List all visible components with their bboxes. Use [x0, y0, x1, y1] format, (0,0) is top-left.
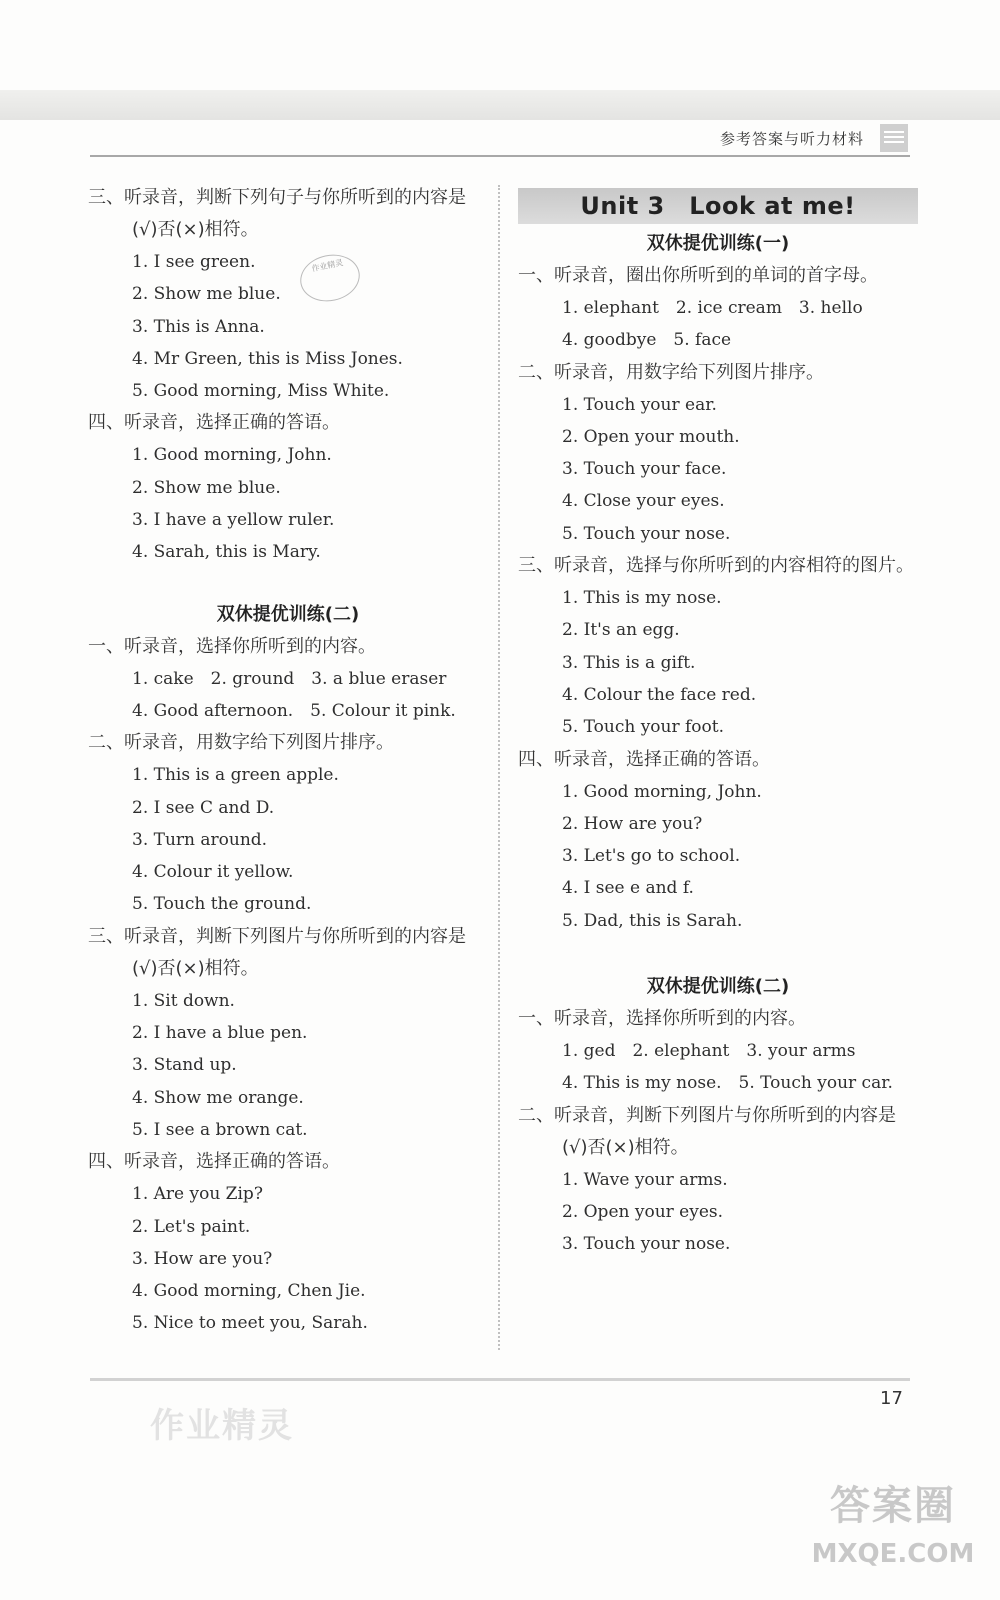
right-subtitle-2: 双休提优训练(二) — [646, 976, 790, 998]
list-item: 2. I have a blue pen. — [132, 1023, 308, 1044]
list-item: 4. This is my nose. 5. Touch your car. — [562, 1073, 893, 1094]
list-item: 1. Sit down. — [132, 990, 235, 1011]
book-icon — [880, 124, 908, 152]
section-heading: 二、听录音，用数字给下列图片排序。 — [88, 732, 394, 754]
list-item: 3. Touch your nose. — [562, 1234, 731, 1255]
header-title: 参考答案与听力材料 — [720, 130, 865, 148]
list-item: 2. Show me blue. — [132, 477, 281, 498]
list-item: 1. ged 2. elephant 3. your arms — [562, 1041, 856, 1062]
list-item: 5. Touch the ground. — [132, 894, 312, 915]
left-sections-2 — [88, 631, 488, 1340]
list-item: 5. I see a brown cat. — [132, 1119, 308, 1140]
section-heading: 四、听录音，选择正确的答语。 — [88, 1151, 340, 1173]
left-subtitle: 双休提优训练(二) — [216, 603, 360, 625]
header-band — [0, 90, 1000, 120]
footer-divider — [90, 1378, 910, 1381]
right-sections-1 — [518, 260, 918, 937]
section-heading: 一、听录音，圈出你所听到的单词的首字母。 — [518, 265, 878, 286]
section-heading: 三、听录音，判断下列图片与你所听到的内容是(√)否(×)相符。 — [88, 925, 466, 979]
list-item: 4. Mr Green, this is Miss Jones. — [132, 348, 403, 369]
list-item: 5. Touch your nose. — [562, 523, 731, 544]
list-item: 1. Good morning, John. — [562, 781, 762, 802]
list-item: 4. Sarah, this is Mary. — [132, 542, 321, 563]
right-sections-2 — [518, 1003, 918, 1260]
list-item: 3. Touch your face. — [562, 459, 727, 480]
watermark-line2: MXQE.COM — [811, 1539, 975, 1569]
list-item: 3. This is Anna. — [132, 316, 265, 337]
list-item: 2. Open your eyes. — [562, 1201, 724, 1222]
section-heading: 三、听录音，选择与你所听到的内容相符的图片。 — [518, 555, 914, 577]
list-item: 1. Good morning, John. — [132, 445, 332, 466]
list-item: 1. cake 2. ground 3. a blue eraser — [132, 668, 447, 689]
stamp: 作业精灵 — [296, 249, 364, 306]
list-item: 4. goodbye 5. face — [562, 330, 732, 351]
list-item: 3. Stand up. — [132, 1055, 237, 1076]
list-item: 4. Good morning, Chen Jie. — [132, 1281, 366, 1302]
list-item: 5. Touch your foot. — [562, 717, 725, 738]
list-item: 1. elephant 2. ice cream 3. hello — [562, 298, 863, 318]
section-heading: 一、听录音，选择你所听到的内容。 — [518, 1008, 806, 1030]
list-item: 2. How are you? — [562, 813, 703, 834]
list-item: 2. It's an egg. — [562, 620, 680, 641]
list-item: 4. I see e and f. — [562, 878, 694, 899]
list-item: 2. I see C and D. — [132, 797, 275, 818]
list-item: 5. Nice to meet you, Sarah. — [132, 1313, 368, 1334]
left-column — [88, 182, 488, 1340]
list-item: 3. I have a yellow ruler. — [132, 510, 335, 531]
watermark-line1: 答案圈 — [830, 1483, 956, 1529]
list-item: 1. Are you Zip? — [132, 1184, 263, 1205]
list-item: 5. Good morning, Miss White. — [132, 381, 390, 402]
list-item: 3. This is a gift. — [562, 652, 696, 673]
section-heading: 一、听录音，选择你所听到的内容。 — [88, 635, 376, 657]
list-item: 3. How are you? — [132, 1248, 273, 1269]
list-item: 4. Colour it yellow. — [132, 862, 294, 883]
list-item: 1. This is my nose. — [562, 588, 722, 609]
list-item: 1. Touch your ear. — [562, 394, 717, 415]
section-heading: 二、听录音，用数字给下列图片排序。 — [518, 361, 824, 383]
right-column — [518, 182, 918, 1261]
list-item: 3. Let's go to school. — [562, 846, 741, 867]
header-divider — [90, 155, 910, 157]
section-heading: 三、听录音，判断下列句子与你所听到的内容是(√)否(×)相符。 — [88, 187, 466, 240]
unit-title: Unit 3 Look at me! — [518, 188, 918, 224]
section-heading: 四、听录音，选择正确的答语。 — [518, 748, 770, 770]
section-heading: 四、听录音，选择正确的答语。 — [88, 412, 340, 434]
left-sections-1 — [88, 182, 488, 569]
list-item: 4. Show me orange. — [132, 1087, 304, 1108]
list-item: 1. Wave your arms. — [562, 1169, 728, 1190]
section-heading: 二、听录音，判断下列图片与你所听到的内容是(√)否(×)相符。 — [518, 1104, 896, 1158]
page-number: 17 — [880, 1388, 903, 1409]
list-item: 4. Good afternoon. 5. Colour it pink. — [132, 700, 456, 721]
list-item: 2. Let's paint. — [132, 1216, 251, 1237]
watermark-right — [808, 1478, 978, 1588]
list-item: 2. Open your mouth. — [562, 426, 740, 447]
list-item: 1. This is a green apple. — [132, 765, 339, 786]
list-item: 4. Colour the face red. — [562, 684, 757, 705]
list-item: 2. Show me blue. — [132, 284, 281, 305]
list-item: 3. Turn around. — [132, 829, 268, 850]
column-divider — [498, 185, 500, 1350]
watermark-left: 作业精灵 — [150, 1406, 294, 1446]
list-item: 4. Close your eyes. — [562, 491, 725, 512]
list-item: 5. Dad, this is Sarah. — [562, 910, 743, 931]
list-item: 1. I see green. — [132, 252, 256, 272]
right-subtitle-1: 双休提优训练(一) — [646, 233, 790, 254]
